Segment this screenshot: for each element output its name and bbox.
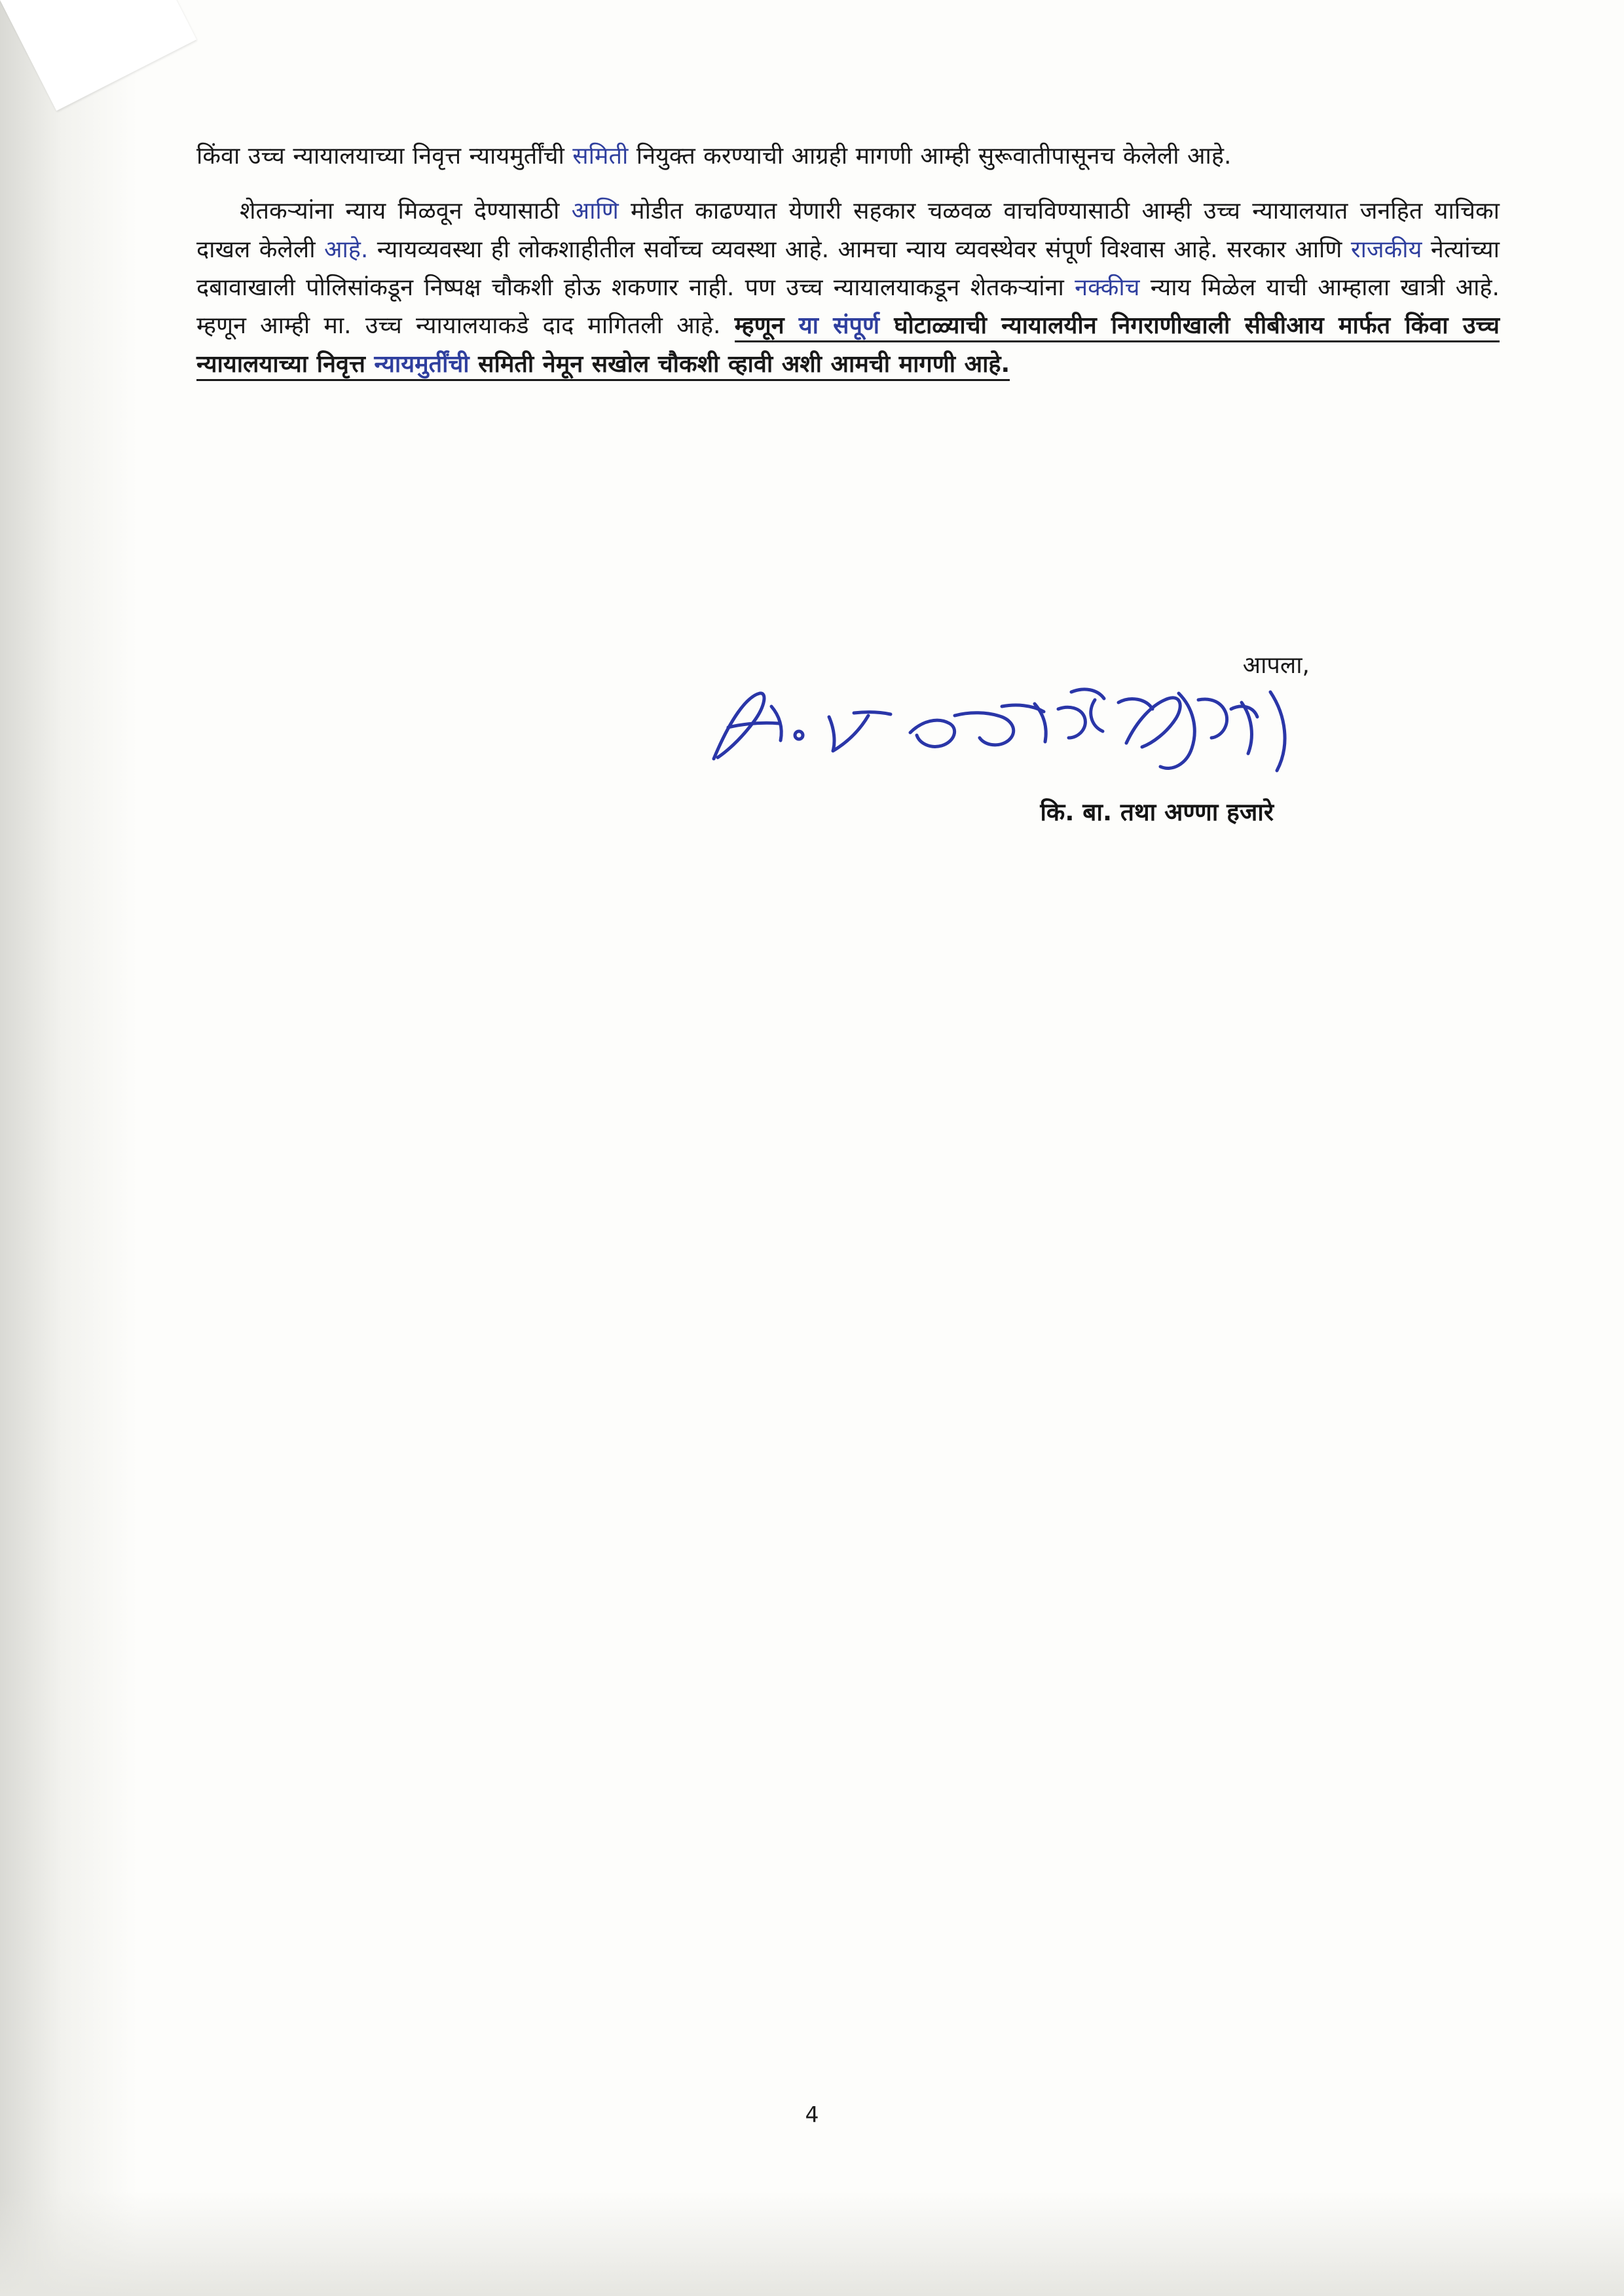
demand-segment-1: म्हणून xyxy=(734,312,799,340)
demand-segment-2: या संपूर्ण xyxy=(798,312,879,340)
paragraph-2-segment-3: मोडीत काढण्यात येणारी सहकार चळवळ वाचविण्यासाठी आम्ही उच्च न्यायालयात जनहित याचिका दाखल केलेली xyxy=(196,198,1500,263)
paragraph-2 xyxy=(196,192,1500,384)
paragraph-2-segment-1: शेतकऱ्यांना न्याय मिळवून देण्यासाठी xyxy=(240,198,572,225)
handwritten-signature-icon xyxy=(694,680,1323,785)
paragraph-1-segment-2: समिती xyxy=(572,143,629,170)
signatory-name: कि. बा. तथा अण्णा हजारे xyxy=(1040,798,1274,826)
paragraph-1-segment-3: नियुक्त करण्याची आग्रही मागणी आम्ही सुरूवातीपासूनच केलेली आहे. xyxy=(628,143,1232,170)
paragraph-2-segment-6: राजकीय xyxy=(1350,236,1422,263)
demand-segment-5: समिती नेमून सखोल चौकशी व्हावी अशी आमची मागणी आहे. xyxy=(469,350,1010,378)
paragraph-2-segment-8: नक्कीच xyxy=(1075,274,1140,301)
paragraph-2-segment-7: नेत्यांच्या दबावाखाली पोलिसांकडून निष्पक्ष चौकशी होऊ शकणार नाही. पण उच्च न्यायालयाकडून शेतकऱ्यांना xyxy=(196,236,1500,301)
closing-block xyxy=(196,648,1500,828)
page-number: 4 xyxy=(805,2102,819,2127)
salutation: आपला, xyxy=(1242,652,1310,679)
paragraph-2-segment-2: आणि xyxy=(571,198,619,225)
paragraph-2-segment-9: न्याय मिळेल याची आम्हाला खात्री आहे. म्हणून आम्ही मा. उच्च न्यायालयाकडे दाद मागितली आहे. xyxy=(196,274,1500,340)
demand-segment-3: घोटाळ्याची न्यायालयीन निगराणीखाली सीबीआय मार्फत किंवा उच्च न्यायालयाच्या निवृत्त xyxy=(196,312,1500,378)
scan-shadow-bottom xyxy=(0,2191,1624,2296)
paragraph-1 xyxy=(196,137,1500,175)
paragraph-2-segment-4: आहे. xyxy=(323,236,369,263)
page-folded-corner xyxy=(0,0,196,111)
document-body xyxy=(196,137,1500,401)
demand-segment-4: न्यायमुर्तींची xyxy=(374,350,470,378)
paragraph-1-segment-1: किंवा उच्च न्यायालयाच्या निवृत्त न्यायमुर्तींची xyxy=(196,143,573,170)
signature-area xyxy=(196,687,1500,785)
scan-shadow-left xyxy=(0,0,138,2296)
paragraph-2-segment-5: न्यायव्यवस्था ही लोकशाहीतील सर्वोच्च व्यवस्था आहे. आमचा न्याय व्यवस्थेवर संपूर्ण विश्वास आहे. सरकार आणि xyxy=(368,236,1351,263)
